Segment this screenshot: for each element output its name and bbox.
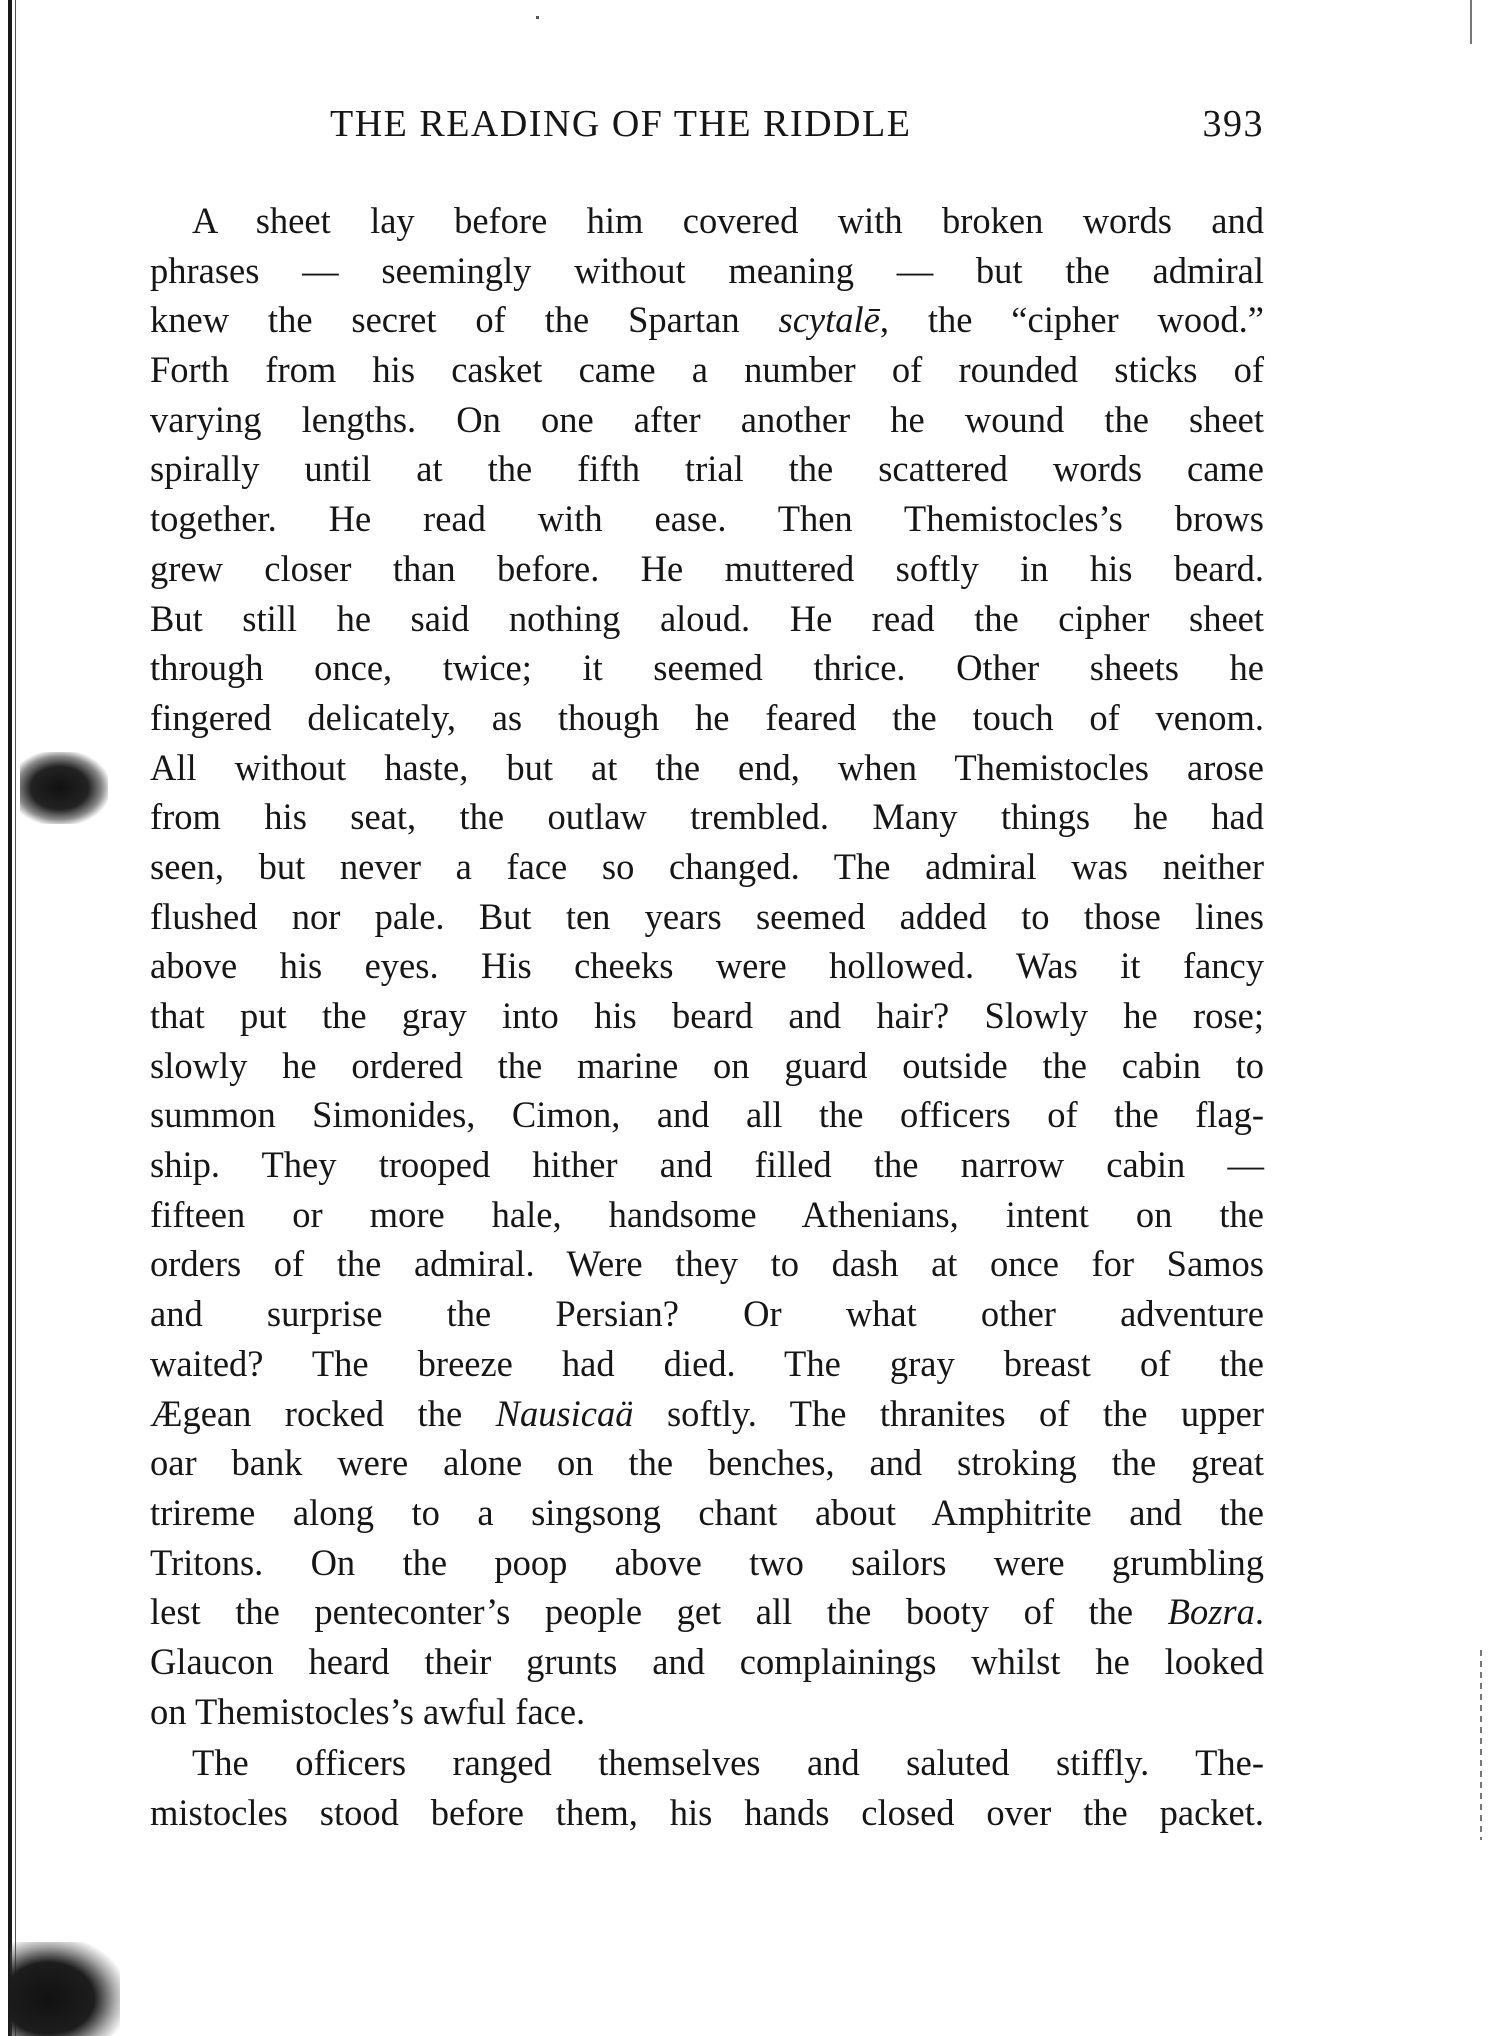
text-line: on Themistocles’s awful face.	[150, 1690, 586, 1732]
text-line: orders of the admiral. Were they to dash at once for Samos	[150, 1243, 1264, 1285]
text-line: grew closer than before. He muttered softly in his beard.	[150, 547, 1264, 589]
text-line: Forth from his casket came a number of rounded sticks of	[150, 349, 1264, 391]
text-line: fifteen or more hale, handsome Athenians, intent on the	[150, 1193, 1264, 1235]
text-line: through once, twice; it seemed thrice. Other sheets he	[150, 647, 1264, 689]
text-line: phrases — seemingly without meaning — but the admiral	[150, 249, 1264, 291]
text-line: A sheet lay before him covered with broken words and	[192, 200, 1264, 241]
paragraph-2	[150, 1738, 1264, 1837]
text-line: above his eyes. His cheeks were hollowed. Was it fancy	[150, 945, 1264, 987]
text-line: flushed nor pale. But ten years seemed added to those lines	[150, 895, 1264, 937]
text-line: and surprise the Persian? Or what other adventure	[150, 1293, 1264, 1335]
text-line: The officers ranged themselves and saluted stiffly. The-	[192, 1742, 1264, 1784]
body-text	[150, 196, 1264, 1838]
text-line: lest the penteconter’s people get all the booty of the Bozra.	[150, 1591, 1264, 1633]
text-line: ship. They trooped hither and filled the narrow cabin —	[150, 1144, 1264, 1186]
text-line: waited? The breeze had died. The gray breast of the	[150, 1342, 1264, 1384]
text-line: that put the gray into his beard and hair? Slowly he rose;	[150, 995, 1264, 1036]
paragraph-1	[150, 196, 1264, 1736]
text-line: summon Simonides, Cimon, and all the officers of the flag-	[150, 1094, 1264, 1136]
text-line: varying lengths. On one after another he wound the sheet	[150, 398, 1264, 440]
text-line: fingered delicately, as though he feared the touch of venom.	[150, 696, 1264, 738]
text-line: But still he said nothing aloud. He read the cipher sheet	[150, 597, 1264, 639]
scan-dust-dot	[536, 16, 539, 19]
running-header-title: THE READING OF THE RIDDLE	[330, 103, 912, 145]
text-line: together. He read with ease. Then Themistocles’s brows	[150, 498, 1264, 540]
scan-edge-mark-right	[1480, 1650, 1482, 1840]
text-line: oar bank were alone on the benches, and stroking the great	[150, 1442, 1264, 1484]
text-line: slowly he ordered the marine on guard outside the cabin to	[150, 1044, 1264, 1086]
scan-smudge-mark	[20, 752, 108, 824]
text-line: from his seat, the outlaw trembled. Many things he had	[150, 796, 1264, 838]
page-binding-edge	[8, 0, 12, 2036]
text-line: Tritons. On the poop above two sailors were grumbling	[150, 1541, 1264, 1583]
scan-smudge-mark-bottom	[10, 1942, 120, 2036]
text-line: Glaucon heard their grunts and complainings whilst he looked	[150, 1640, 1264, 1682]
scan-edge-mark-top	[1470, 0, 1472, 44]
text-line: knew the secret of the Spartan scytalē, the “cipher wood.”	[150, 299, 1264, 341]
page-number: 393	[1202, 103, 1264, 145]
page-binding-shadow	[15, 0, 16, 2036]
text-line: seen, but never a face so changed. The admiral was neither	[150, 845, 1264, 887]
text-line: mistocles stood before them, his hands closed over the packet.	[150, 1792, 1264, 1833]
text-line: trireme along to a singsong chant about Amphitrite and the	[150, 1491, 1264, 1533]
running-header	[150, 102, 1264, 152]
text-line: All without haste, but at the end, when Themistocles arose	[150, 746, 1264, 788]
text-line: spirally until at the fifth trial the scattered words came	[150, 448, 1264, 490]
text-line: Ægean rocked the Nausicaä softly. The thranites of the upper	[150, 1392, 1264, 1434]
